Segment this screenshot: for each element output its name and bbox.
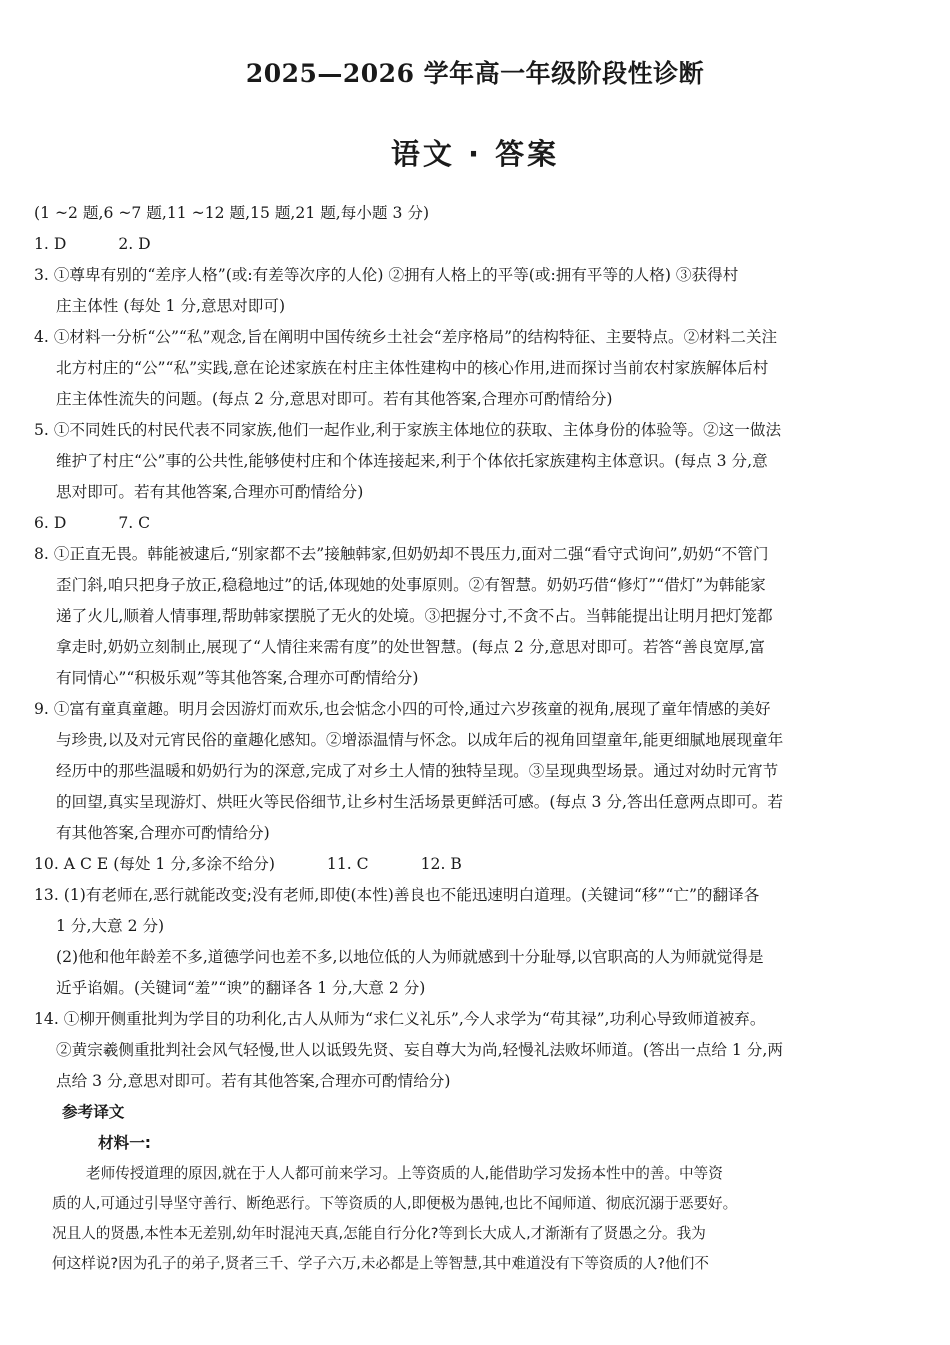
answer-q14-line: 点给 3 分,意思对即可。若有其他答案,合理亦可酌情给分)	[56, 1072, 451, 1090]
answer-q10-q12	[34, 849, 916, 880]
answer-q8-line: 拿走时,奶奶立刻制止,展现了“人情往来需有度”的处世智慧。(每点 2 分,意思对即可。若答“善良宽厚,富	[56, 638, 766, 656]
answer-q4-line: 4. ①材料一分析“公”“私”观念,旨在阐明中国传统乡土社会“差序格局”的结构特征、主要特点。②材料二关注	[34, 328, 778, 346]
answer-q5-line: 思对即可。若有其他答案,合理亦可酌情给分)	[56, 483, 364, 501]
answer-q8-line: 有同情心”“积极乐观”等其他答案,合理亦可酌情给分)	[56, 669, 419, 687]
answer-q11: 11. C	[326, 855, 369, 873]
answer-content	[34, 198, 916, 1279]
answer-q13-line: 13. (1)有老师在,恶行就能改变;没有老师,即使(本性)善良也不能迅速明白道理。(关键词“移”“亡”的翻译各	[34, 886, 760, 904]
answer-q13-line: (2)他和他年龄差不多,道德学问也差不多,以地位低的人为师就感到十分耻辱,以官职高的人为师就觉得是	[56, 948, 764, 966]
exam-title: 2025—2026 学年高一年级阶段性诊断	[245, 59, 705, 88]
answer-q1-q2	[34, 229, 916, 260]
answer-q10: 10. A C E (每处 1 分,多涂不给分)	[34, 855, 275, 873]
answer-q9-line: 有其他答案,合理亦可酌情给分)	[56, 824, 270, 842]
answer-q12: 12. B	[420, 855, 462, 873]
answer-q14-line: ②黄宗羲侧重批判社会风气轻慢,世人以诋毁先贤、妄自尊大为尚,轻慢礼法败坏师道。(答出一点给 1 分,两	[56, 1041, 783, 1059]
answer-q6-q7	[34, 508, 916, 539]
scoring-note: (1 ~2 题,6 ~7 题,11 ~12 题,15 题,21 题,每小题 3 分)	[34, 204, 430, 222]
answer-q9-line: 9. ①富有童真童趣。明月会因游灯而欢乐,也会惦念小四的可怜,通过六岁孩童的视角,展现了童年情感的美好	[34, 700, 771, 718]
answer-q13-line: 1 分,大意 2 分)	[56, 917, 165, 935]
answer-q7: 7. C	[118, 514, 151, 532]
answer-q13-line: 近乎谄媚。(关键词“羞”“谀”的翻译各 1 分,大意 2 分)	[56, 979, 426, 997]
answer-q8-line: 递了火儿,顺着人情事理,帮助韩家摆脱了无火的处境。③把握分寸,不贪不占。当韩能提出让明月把灯笼都	[56, 607, 773, 625]
answer-q4-line: 北方村庄的“公”“私”实践,意在论述家族在村庄主体性建构中的核心作用,进而探讨当前农村家族解体后村	[56, 359, 769, 377]
answer-q5-line: 5. ①不同姓氏的村民代表不同家族,他们一起作业,利于家族主体地位的获取、主体身份的体验等。②这一做法	[34, 421, 782, 439]
answer-q5-line: 维护了村庄“公”事的公共性,能够使村庄和个体连接起来,利于个体依托家族建构主体意识。(每点 3 分,意	[56, 452, 768, 470]
translation-line: 何这样说?因为孔子的弟子,贤者三千、学子六万,未必都是上等智慧,其中难道没有下等资质的人?他们不	[52, 1255, 709, 1272]
translation-line: 况且人的贤愚,本性本无差别,幼年时混沌天真,怎能自行分化?等到长大成人,才渐渐有了贤愚之分。我为	[52, 1225, 706, 1242]
answer-q3-line: 庄主体性 (每处 1 分,意思对即可)	[56, 297, 286, 315]
answer-q9-line: 的回望,真实呈现游灯、烘旺火等民俗细节,让乡村生活场景更鲜活可感。(每点 3 分,答出任意两点即可。若	[56, 793, 783, 811]
answer-q8-line: 8. ①正直无畏。韩能被逮后,“别家都不去”接触韩家,但奶奶却不畏压力,面对二强“看守式询问”,奶奶“不管门	[34, 545, 769, 563]
answer-q6: 6. D	[34, 514, 67, 532]
answer-q14-line: 14. ①柳开侧重批判为学目的功利化,古人从师为“求仁义礼乐”,今人求学为“苟其禄”,功利心导致师道被弃。	[34, 1010, 766, 1028]
answer-q1: 1. D	[34, 235, 67, 253]
answer-q8-line: 歪门斜,咱只把身子放正,稳稳地过”的话,体现她的处事原则。②有智慧。奶奶巧借“修灯”“借灯”为韩能家	[56, 576, 766, 594]
subject-title: 语文 · 答案	[390, 137, 560, 171]
translation-material-label: 材料一:	[98, 1134, 152, 1152]
translation-heading: 参考译文	[62, 1103, 125, 1121]
answer-q9-line: 经历中的那些温暖和奶奶行为的深意,完成了对乡土人情的独特呈现。③呈现典型场景。通过对幼时元宵节	[56, 762, 779, 780]
translation-line: 质的人,可通过引导坚守善行、断绝恶行。下等资质的人,即便极为愚钝,也比不闻师道、彻底沉溺于恶要好。	[52, 1195, 738, 1212]
answer-q4-line: 庄主体性流失的问题。(每点 2 分,意思对即可。若有其他答案,合理亦可酌情给分)	[56, 390, 613, 408]
translation-line: 老师传授道理的原因,就在于人人都可前来学习。上等资质的人,能借助学习发扬本性中的善。中等资	[86, 1165, 723, 1182]
answer-q2: 2. D	[118, 235, 151, 253]
answer-q3-line: 3. ①尊卑有别的“差序人格”(或:有差等次序的人伦) ②拥有人格上的平等(或:拥有平等的人格) ③获得村	[34, 266, 739, 284]
answer-q9-line: 与珍贵,以及对元宵民俗的童趣化感知。②增添温情与怀念。以成年后的视角回望童年,能更细腻地展现童年	[56, 731, 784, 749]
